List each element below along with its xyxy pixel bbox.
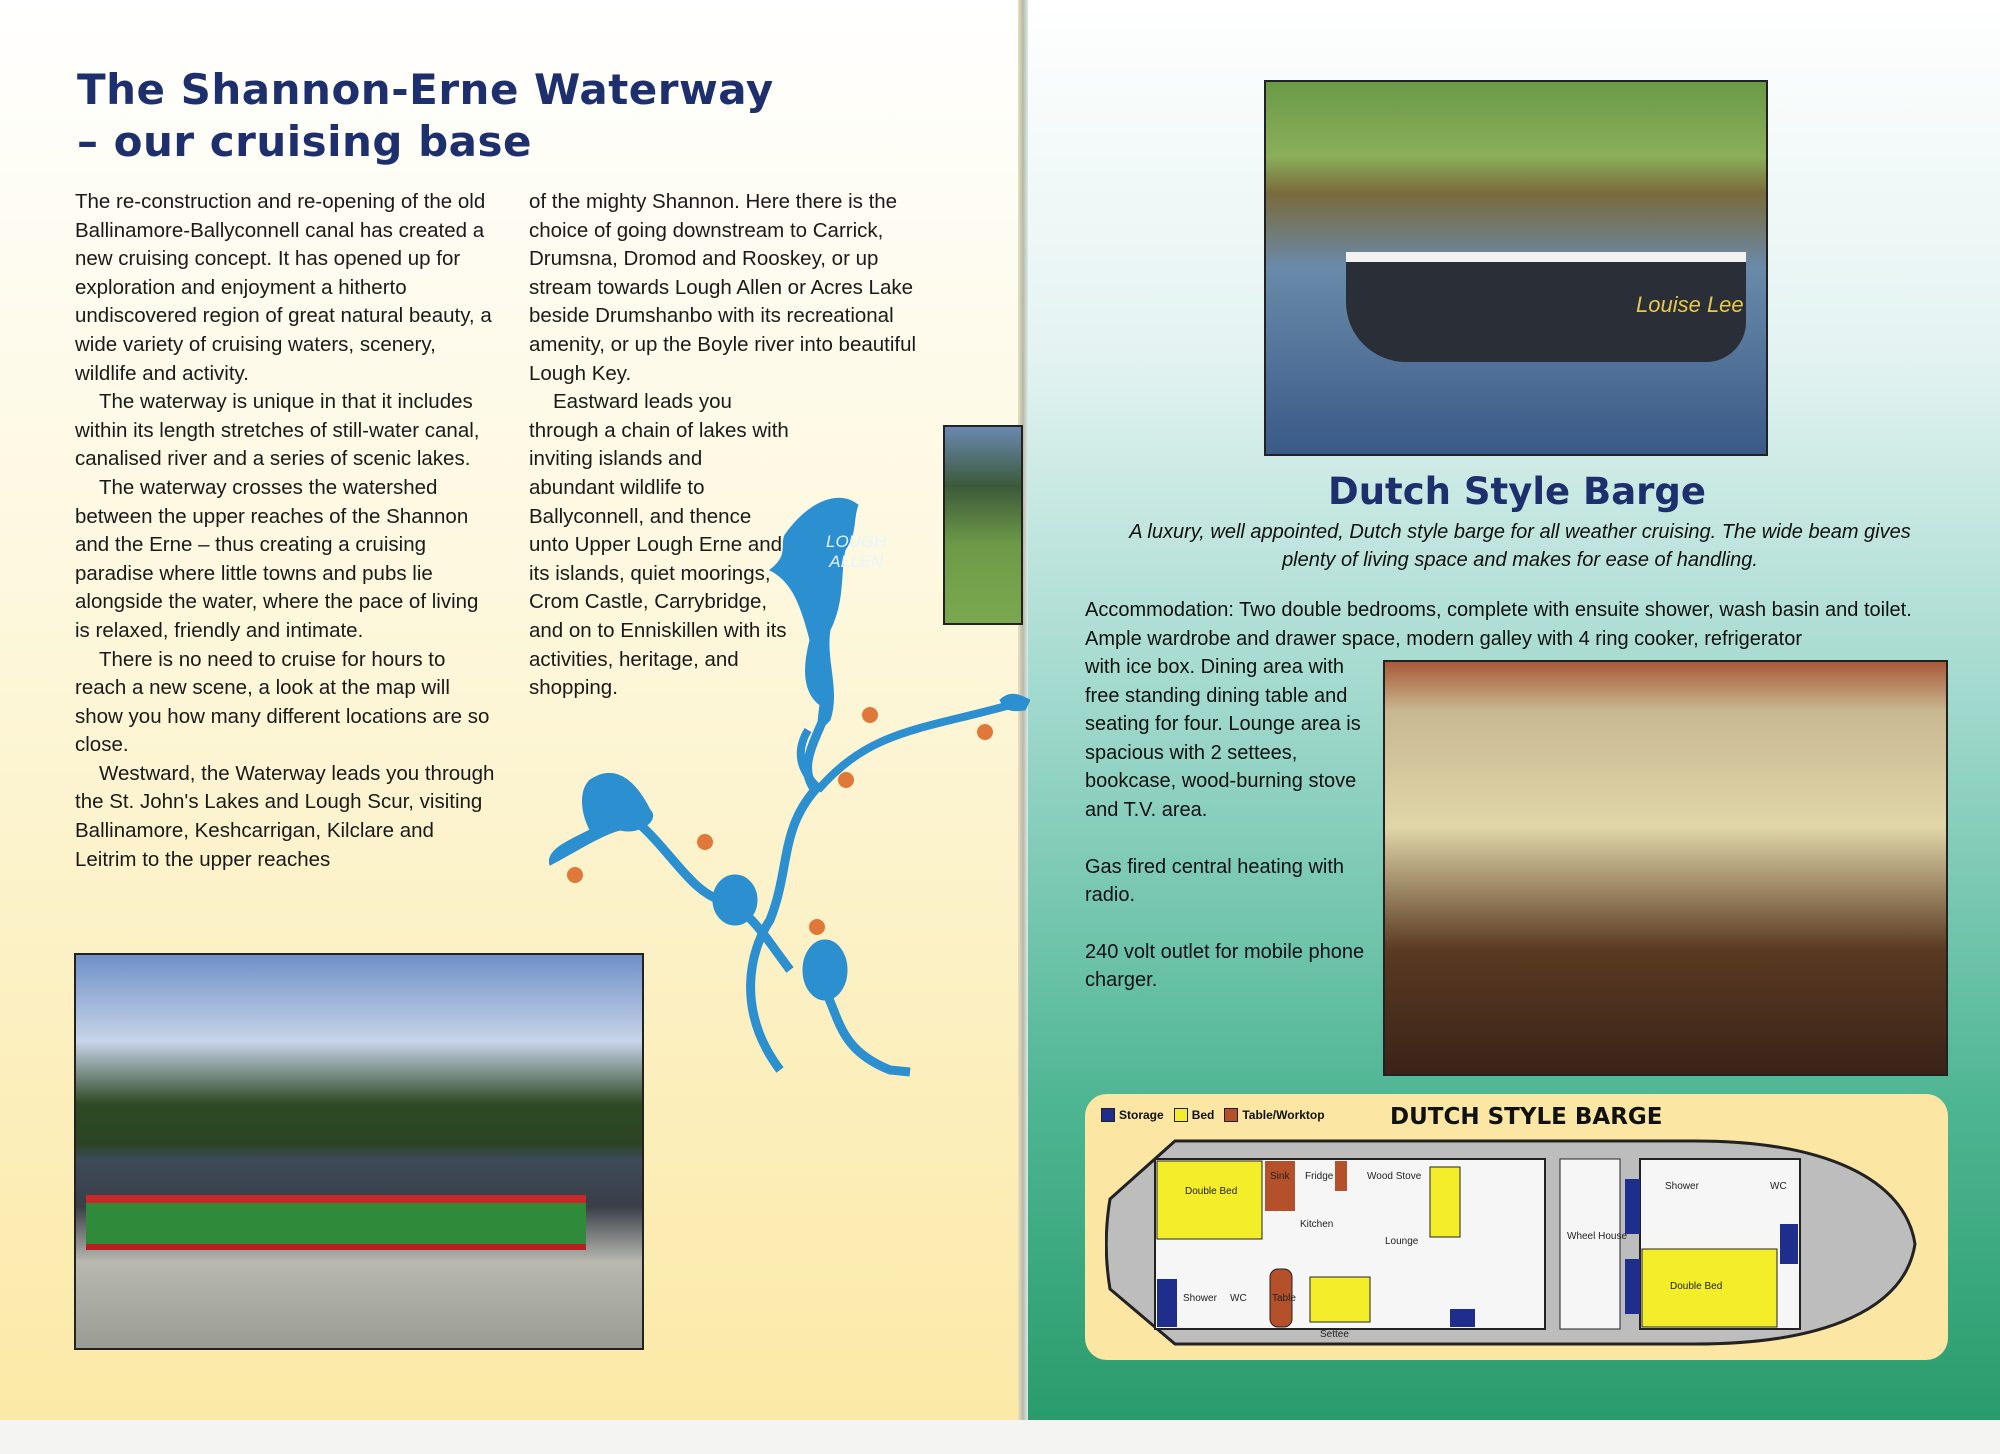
outlet-text: 240 volt outlet for mobile phone charger.: [1085, 940, 1365, 992]
paragraph: The waterway is unique in that it includes within its length stretches of still-water canal, canalised river and a series of scenic lakes.: [75, 390, 480, 471]
legend-bed: Bed: [1174, 1108, 1215, 1122]
dutch-barge-photo: [1264, 80, 1768, 456]
svg-text:WC: WC: [1230, 1293, 1247, 1304]
floor-plan: [1085, 1094, 1948, 1360]
barge-subtitle: A luxury, well appointed, Dutch style barge for all weather cruising. The wide beam gives plenty of living space and makes for ease of handling.: [1129, 521, 1911, 571]
accommodation-text: Accommodation: Two double bedrooms, complete with ensuite shower, wash basin and toilet. Ample wardrobe and drawer space, modern galley with 4 ring cooker, refrigerator: [1085, 599, 1912, 650]
svg-text:Wheel House: Wheel House: [1567, 1231, 1628, 1242]
svg-text:Double Bed: Double Bed: [1185, 1186, 1238, 1197]
narrowboat: [86, 1195, 586, 1250]
river: [751, 720, 823, 1070]
svg-text:Double Bed: Double Bed: [1670, 1281, 1723, 1292]
svg-text:Shower: Shower: [1665, 1181, 1699, 1192]
boat-name: Louise Lee: [1636, 292, 1744, 317]
svg-text:Fridge: Fridge: [1305, 1171, 1334, 1182]
svg-text:Table: Table: [1272, 1293, 1296, 1304]
svg-text:Lounge: Lounge: [1385, 1236, 1419, 1247]
paragraph: The waterway crosses the watershed between the upper reaches of the Shannon and the Erne – thus creating a cruising paradise where little towns and pubs lie alongside the water, where the pace of living is relaxed, friendly and intimate.: [75, 475, 479, 642]
paragraph: There is no need to cruise for hours to reach a new scene, a look at the map will show you how many different locations are so close.: [75, 647, 490, 757]
svg-text:Wood Stove: Wood Stove: [1367, 1171, 1422, 1182]
barge-plan-drawing: [1105, 1139, 1935, 1349]
title-line-1: The Shannon-Erne Waterway: [77, 65, 774, 114]
paragraph: The re-construction and re-opening of the old Ballinamore-Ballyconnell canal has created a new cruising concept. It has opened up for exploration and enjoyment a hitherto undiscovered region of great natural beauty, a wide variety of cruising waters, scenery, wildlife and activity.: [75, 190, 492, 385]
paragraph: Eastward leads you through a chain of lakes with inviting islands and abundant wildlife to Ballyconnell, and thence unto Upper Lough Erne and its islands, quiet moorings, Crom Castle, Carrybridge, and on to Enniskillen with its activities, heritage, and shopping.: [529, 390, 789, 700]
barge-interior-photo: [1383, 660, 1948, 1076]
legend-storage: Storage: [1101, 1108, 1164, 1122]
svg-text:Shower: Shower: [1183, 1293, 1217, 1304]
canal-boat-photo: [74, 953, 644, 1350]
legend-table: Table/Worktop: [1224, 1108, 1324, 1122]
plan-title: DUTCH STYLE BARGE: [1390, 1104, 1663, 1130]
plan-legend: [1101, 1108, 1325, 1122]
paragraph: of the mighty Shannon. Here there is the choice of going downstream to Carrick, Drumsna, Dromod and Rooskey, or up stream towards Lough Allen or Acres Lake beside Drumshanbo with its recreational amenity, or up the Boyle river into beautiful Lough Key.: [529, 190, 917, 385]
text-column-1: [75, 188, 495, 874]
svg-text:Settee: Settee: [1320, 1329, 1349, 1340]
page-title: [77, 64, 774, 168]
map-label-lough-allen: LOUGH ALLEN: [826, 532, 887, 571]
accommodation-details: [1085, 653, 1375, 1023]
barge-heading: Dutch Style Barge: [1327, 470, 1706, 513]
paragraph: with ice box. Dining area with free standing dining table and seating for four. Lounge area is spacious with 2 settees, bookcase, wood-burning stove and T.V. area.: [1085, 656, 1361, 821]
title-line-2: – our cruising base: [77, 117, 532, 166]
svg-text:Kitchen: Kitchen: [1300, 1219, 1334, 1230]
svg-text:Sink: Sink: [1270, 1171, 1290, 1182]
paragraph: Westward, the Waterway leads you through the St. John's Lakes and Lough Scur, visiting Ballinamore, Keshcarrigan, Kilclare and Leitrim to the upper reaches: [75, 761, 495, 871]
heating-text: Gas fired central heating with radio.: [1085, 855, 1345, 907]
svg-text:WC: WC: [1770, 1181, 1787, 1192]
